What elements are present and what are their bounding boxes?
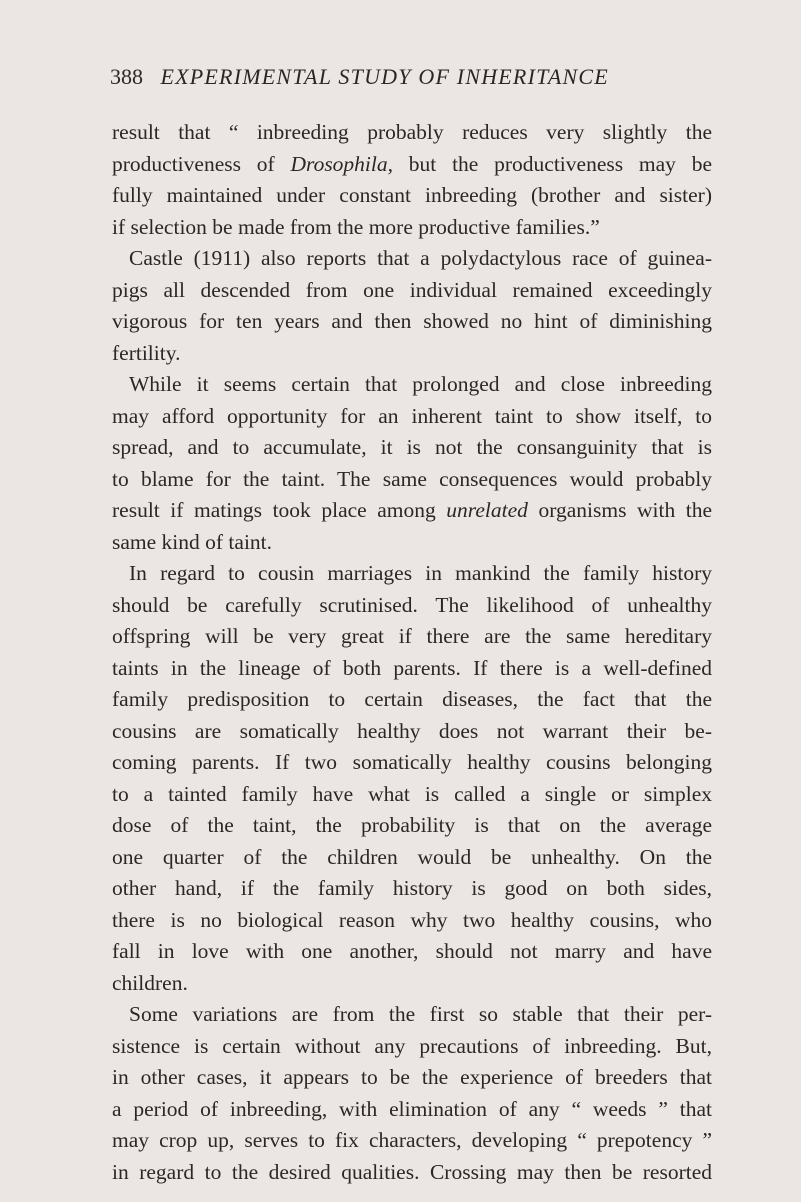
text-line: Castle (1911) also reports that a polydactylous race of guinea- bbox=[129, 246, 712, 270]
text-line: Some variations are from the first so stable that their per- bbox=[129, 1002, 712, 1026]
text-line: should be carefully scrutinised. The likelihood of unhealthy bbox=[112, 592, 712, 617]
text-line: In regard to cousin marriages in mankind the family history bbox=[129, 561, 712, 585]
text-line: result that “ inbreeding probably reduces very slightly the bbox=[112, 120, 712, 144]
text-line: While it seems certain that prolonged and close inbreeding bbox=[129, 372, 712, 396]
text-line: productiveness of Drosophila, but the productiveness may be bbox=[112, 151, 712, 176]
text-line: to blame for the taint. The same consequences would probably bbox=[112, 466, 712, 491]
italic-term: unrelated bbox=[446, 498, 528, 522]
page-number: 388 bbox=[110, 64, 143, 89]
page-header bbox=[110, 64, 700, 100]
text-line: pigs all descended from one individual remained exceedingly bbox=[112, 277, 712, 302]
text-line: same kind of taint. bbox=[112, 529, 273, 554]
text-line: a period of inbreeding, with elimination of any “ weeds ” that bbox=[112, 1096, 712, 1121]
text-line: may crop up, serves to fix characters, developing “ prepotency ” bbox=[112, 1128, 712, 1152]
text-line: children. bbox=[112, 970, 188, 995]
text-line: in other cases, it appears to be the experience of breeders that bbox=[112, 1065, 712, 1089]
text-line: spread, and to accumulate, it is not the consanguinity that is bbox=[112, 435, 712, 459]
italic-term: Drosophila, bbox=[290, 151, 394, 176]
text-line: dose of the taint, the probability is that on the average bbox=[112, 813, 712, 837]
body-text bbox=[112, 117, 712, 1188]
text-line: cousins are somatically healthy does not warrant their be- bbox=[112, 718, 712, 743]
text-line: offspring will be very great if there are the same hereditary bbox=[112, 624, 712, 648]
text-line: to a tainted family have what is called a single or simplex bbox=[112, 781, 712, 806]
text-line: vigorous for ten years and then showed no hint of diminishing bbox=[112, 309, 712, 333]
text-line: fall in love with one another, should not marry and have bbox=[112, 939, 712, 963]
text-line: one quarter of the children would be unhealthy. On the bbox=[112, 844, 712, 869]
text-line: may afford opportunity for an inherent taint to show itself, to bbox=[112, 403, 712, 428]
text-line: if selection be made from the more productive families.” bbox=[112, 214, 600, 239]
text-line: family predisposition to certain diseases, the fact that the bbox=[112, 687, 712, 711]
running-title: EXPERIMENTAL STUDY OF INHERITANCE bbox=[160, 64, 609, 89]
text-line: taints in the lineage of both parents. If there is a well-defined bbox=[112, 655, 712, 680]
text-line: fully maintained under constant inbreeding (brother and sister) bbox=[112, 183, 712, 207]
text-line: result if matings took place among unrelated organisms with the bbox=[112, 498, 712, 522]
text-line: fertility. bbox=[112, 340, 181, 365]
text-line: there is no biological reason why two healthy cousins, who bbox=[112, 907, 712, 932]
text-line: coming parents. If two somatically healthy cousins belonging bbox=[112, 750, 712, 774]
text-line: other hand, if the family history is good on both sides, bbox=[112, 876, 712, 900]
text-line: sistence is certain without any precautions of inbreeding. But, bbox=[112, 1033, 712, 1058]
text-line: in regard to the desired qualities. Crossing may then be resorted bbox=[112, 1159, 712, 1184]
